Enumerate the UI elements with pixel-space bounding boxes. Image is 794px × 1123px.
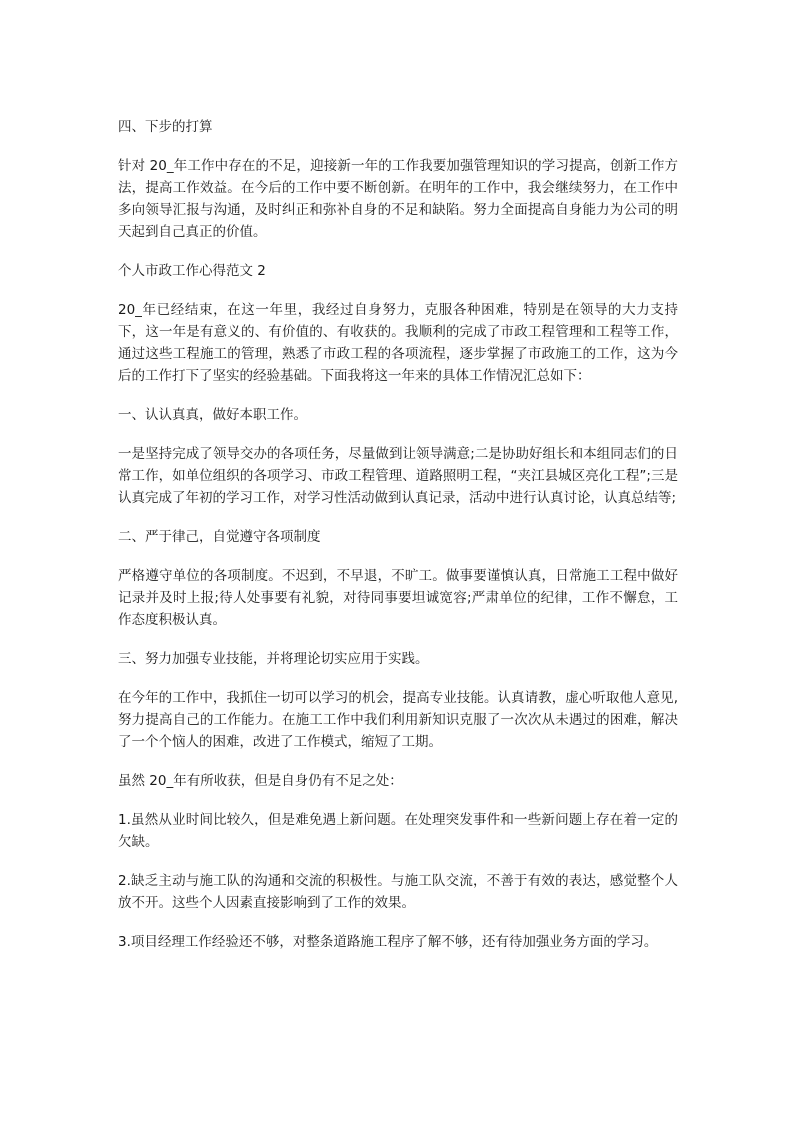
document-page: [118, 116, 678, 970]
section-heading-skills: 三、努力加强专业技能，并将理论切实应用于实践。: [118, 651, 429, 667]
shortcoming-item-2: 2.缺乏主动与施工队的沟通和交流的积极性。与施工队交流，不善于有效的表达，感觉整个人放不开。这些个人因素直接影响到了工作的效果。: [118, 873, 678, 911]
paragraph-intro: 20_年已经结束，在这一年里，我经过自身努力，克服各种困难，特别是在领导的大力支持下，这一年是有意义的、有价值的、有收获的。我顺利的完成了市政工程管理和工程等工作，通过这些工程施工的管理，熟悉了市政工程的各项流程，逐步掌握了市政施工的工作，这为今后的工作打下了坚实的经验基础。下面我将这一年来的具体工作情况汇总如下：: [118, 302, 678, 384]
paragraph-next-plans: 针对 20_年工作中存在的不足，迎接新一年的工作我要加强管理知识的学习提高，创新工作方法，提高工作效益。在今后的工作中要不断创新。在明年的工作中，我会继续努力，在工作中多向领导汇报与沟通，及时纠正和弥补自身的不足和缺陷。努力全面提高自身能力为公司的明天起到自己真正的价值。: [118, 158, 678, 240]
shortcoming-item-3: 3.项目经理工作经验还不够，对整条道路施工程序了解不够，还有待加强业务方面的学习。: [118, 934, 658, 950]
section-heading-next-plans: 四、下步的打算: [118, 119, 213, 135]
section-heading-duties: 一、认认真真，做好本职工作。: [118, 407, 307, 423]
shortcoming-item-1: 1.虽然从业时间比较久，但是难免遇上新问题。在处理突发事件和一些新问题上存在着一定的欠缺。: [118, 812, 678, 850]
section-heading-discipline: 二、严于律己，自觉遵守各项制度: [118, 529, 321, 545]
paragraph-duties: 一是坚持完成了领导交办的各项任务，尽量做到让领导满意;二是协助好组长和本组同志们的日常工作，如单位组织的各项学习、市政工程管理、道路照明工程，“夹江县城区亮化工程”;三是认真完成了年初的学习工作，对学习性活动做到认真记录，活动中进行认真讨论，认真总结等;: [118, 446, 678, 506]
paragraph-discipline: 严格遵守单位的各项制度。不迟到，不早退，不旷工。做事要谨慎认真，日常施工工程中做好记录并及时上报;待人处事要有礼貌，对待同事要坦诚宽容;严肃单位的纪律，工作不懈怠，工作态度积极认真。: [118, 568, 678, 628]
article-title-sample-2: 个人市政工作心得范文 2: [118, 263, 266, 279]
shortcomings-intro: 虽然 20_年有所收获，但是自身仍有不足之处：: [118, 773, 403, 789]
paragraph-skills: 在今年的工作中，我抓住一切可以学习的机会，提高专业技能。认真请教，虚心听取他人意见,努力提高自己的工作能力。在施工工作中我们利用新知识克服了一次次从未遇过的困难，解决了一个个恼人的困难，改进了工作模式，缩短了工期。: [118, 690, 678, 750]
